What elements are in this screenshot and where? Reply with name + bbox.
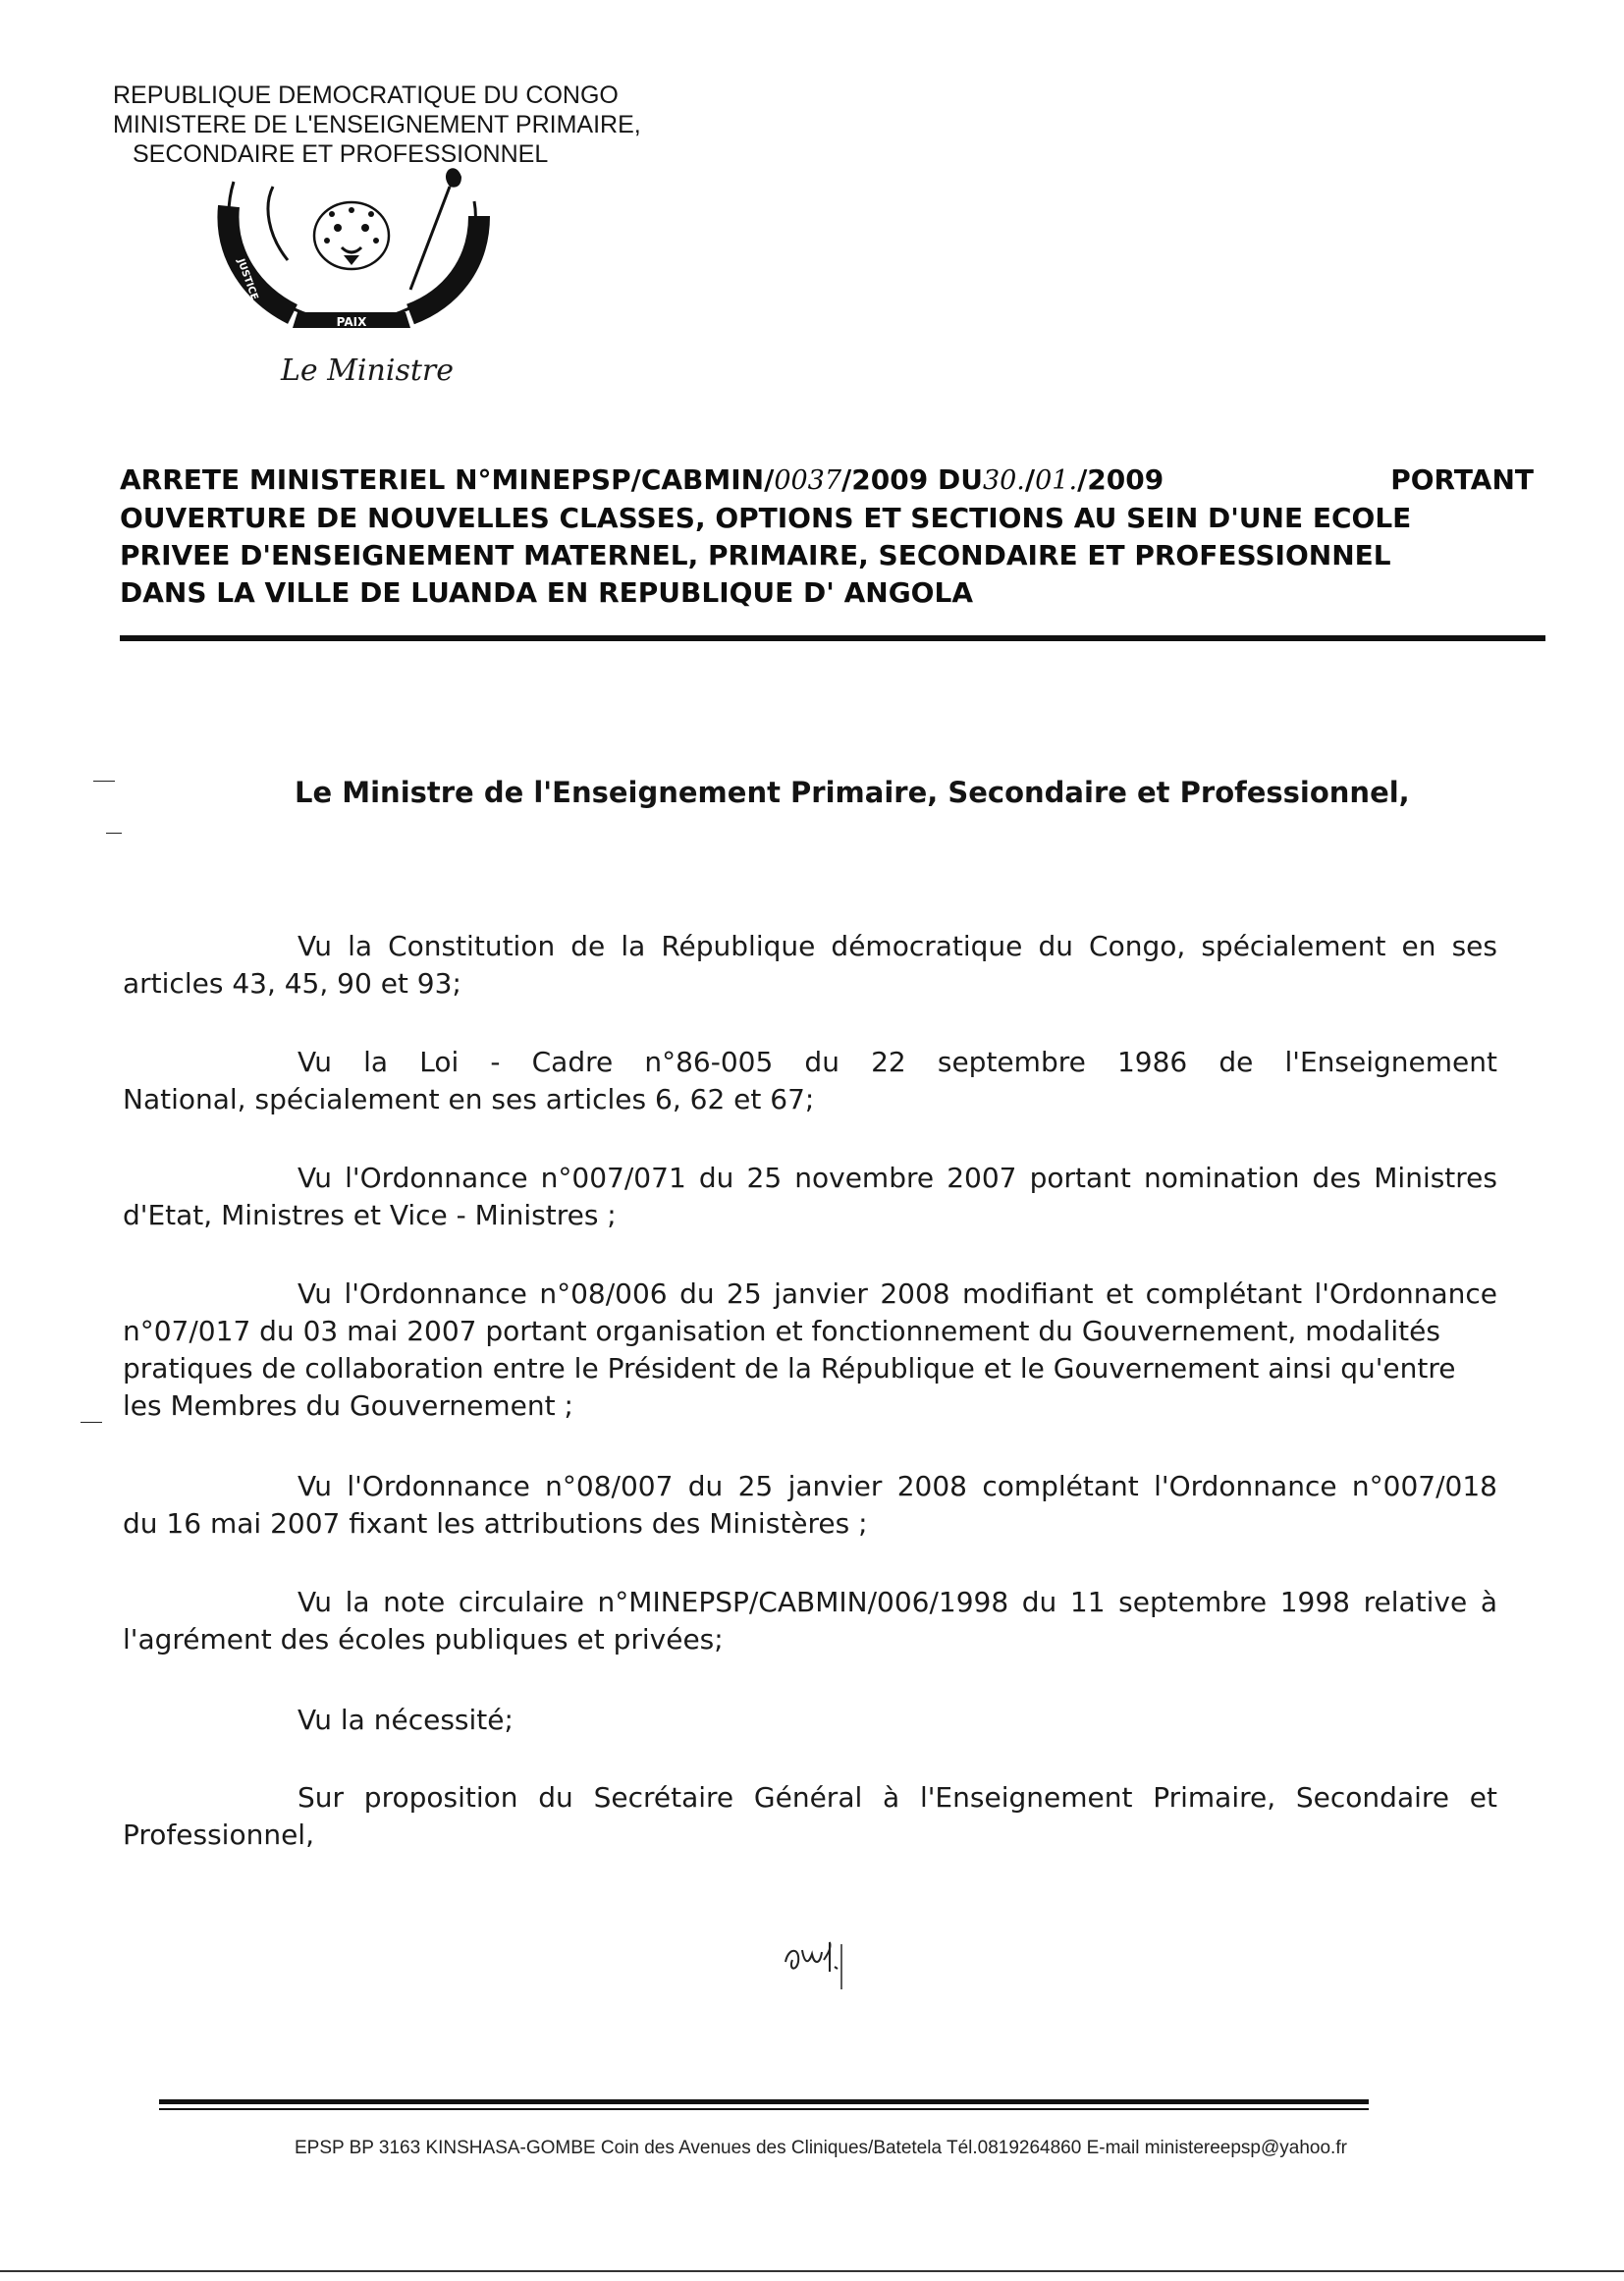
coat-of-arms-emblem xyxy=(214,167,499,344)
consideration-line: du 16 mai 2007 fixant les attributions des Ministères ; xyxy=(123,1507,868,1540)
emblem-banner-travail: TRAVAIL xyxy=(426,215,454,263)
consideration-proposition xyxy=(123,1779,1497,1854)
header-ministry-cont: SECONDAIRE ET PROFESSIONNEL xyxy=(133,140,549,168)
decree-year-2: /2009 xyxy=(1077,463,1164,496)
consideration-constitution xyxy=(123,928,1497,1003)
consideration-line: d'Etat, Ministres et Vice - Ministres ; xyxy=(123,1199,617,1231)
page-edge-line xyxy=(0,2270,1624,2272)
decree-portant: PORTANT xyxy=(1390,463,1534,496)
consideration-line: articles 43, 45, 90 et 93; xyxy=(123,967,461,1000)
decree-number-prefix: ARRETE MINISTERIEL N°MINEPSP/CABMIN/ xyxy=(120,463,775,496)
decree-month-handwritten: 01. xyxy=(1035,465,1078,496)
decree-title-line-1 xyxy=(120,462,1534,500)
decree-date-sep: / xyxy=(1024,463,1036,496)
decree-title-line-2: OUVERTURE DE NOUVELLES CLASSES, OPTIONS ET SECTIONS AU SEIN D'UNE ECOLE xyxy=(120,502,1412,534)
handwritten-initials xyxy=(781,1932,859,1991)
emblem-banner-justice: JUSTICE xyxy=(235,257,260,302)
margin-mark xyxy=(81,1422,102,1423)
consideration-line: les Membres du Gouvernement ; xyxy=(123,1389,573,1422)
le-ministre-signature: Le Ministre xyxy=(281,353,454,388)
consideration-line: Sur proposition du Secrétaire Général à l'Enseignement Primaire, Secondaire et xyxy=(298,1781,1497,1814)
consideration-line: l'agrément des écoles publiques et privées; xyxy=(123,1623,724,1656)
consideration-ordonnance-08-006 xyxy=(123,1276,1497,1425)
margin-mark xyxy=(106,833,122,834)
decree-number-handwritten: 0037 xyxy=(774,465,842,496)
minister-heading: Le Ministre de l'Enseignement Primaire, Secondaire et Professionnel, xyxy=(295,776,1410,809)
footer-divider-thin xyxy=(159,2108,1369,2110)
consideration-line: Vu l'Ordonnance n°08/006 du 25 janvier 2008 modifiant et complétant l'Ordonnance xyxy=(298,1277,1497,1310)
consideration-line: National, spécialement en ses articles 6, 62 et 67; xyxy=(123,1083,815,1115)
header-ministry: MINISTERE DE L'ENSEIGNEMENT PRIMAIRE, xyxy=(113,111,641,138)
consideration-line: Vu la nécessité; xyxy=(298,1704,514,1736)
consideration-ordonnance-08-007 xyxy=(123,1468,1497,1543)
decree-year-1: /2009 DU xyxy=(841,463,983,496)
consideration-line: Professionnel, xyxy=(123,1819,314,1851)
decree-title-line-3: PRIVEE D'ENSEIGNEMENT MATERNEL, PRIMAIRE, SECONDAIRE ET PROFESSIONNEL xyxy=(120,539,1391,571)
consideration-necessite xyxy=(123,1702,1497,1739)
consideration-line: n°07/017 du 03 mai 2007 portant organisation et fonctionnement du Gouvernement, modalités xyxy=(123,1315,1440,1347)
decree-title xyxy=(120,462,1534,612)
emblem-banner-paix: PAIX xyxy=(336,315,367,329)
consideration-loi-cadre xyxy=(123,1044,1497,1118)
footer-contact: EPSP BP 3163 KINSHASA-GOMBE Coin des Avenues des Cliniques/Batetela Tél.0819264860 E-mail ministereepsp@yahoo.fr xyxy=(295,2138,1347,2158)
decree-title-line-4: DANS LA VILLE DE LUANDA EN REPUBLIQUE D' ANGOLA xyxy=(120,576,973,609)
footer-divider xyxy=(159,2099,1369,2104)
consideration-line: Vu la Constitution de la République démocratique du Congo, spécialement en ses xyxy=(298,930,1497,962)
margin-mark xyxy=(93,781,115,782)
consideration-line: Vu la note circulaire n°MINEPSP/CABMIN/006/1998 du 11 septembre 1998 relative à xyxy=(298,1586,1497,1618)
consideration-line: Vu l'Ordonnance n°08/007 du 25 janvier 2008 complétant l'Ordonnance n°007/018 xyxy=(298,1470,1497,1502)
consideration-line: Vu l'Ordonnance n°007/071 du 25 novembre 2007 portant nomination des Ministres xyxy=(298,1162,1497,1194)
decree-day-handwritten: 30. xyxy=(982,465,1025,496)
consideration-ordonnance-007-071 xyxy=(123,1160,1497,1234)
header-republic: REPUBLIQUE DEMOCRATIQUE DU CONGO xyxy=(113,81,619,109)
consideration-line: pratiques de collaboration entre le Président de la République et le Gouvernement ainsi qu'entre xyxy=(123,1352,1456,1385)
title-divider xyxy=(120,635,1545,641)
consideration-note-circulaire xyxy=(123,1584,1497,1658)
ministry-header xyxy=(113,81,820,169)
consideration-line: Vu la Loi - Cadre n°86-005 du 22 septembre 1986 de l'Enseignement xyxy=(298,1046,1497,1078)
